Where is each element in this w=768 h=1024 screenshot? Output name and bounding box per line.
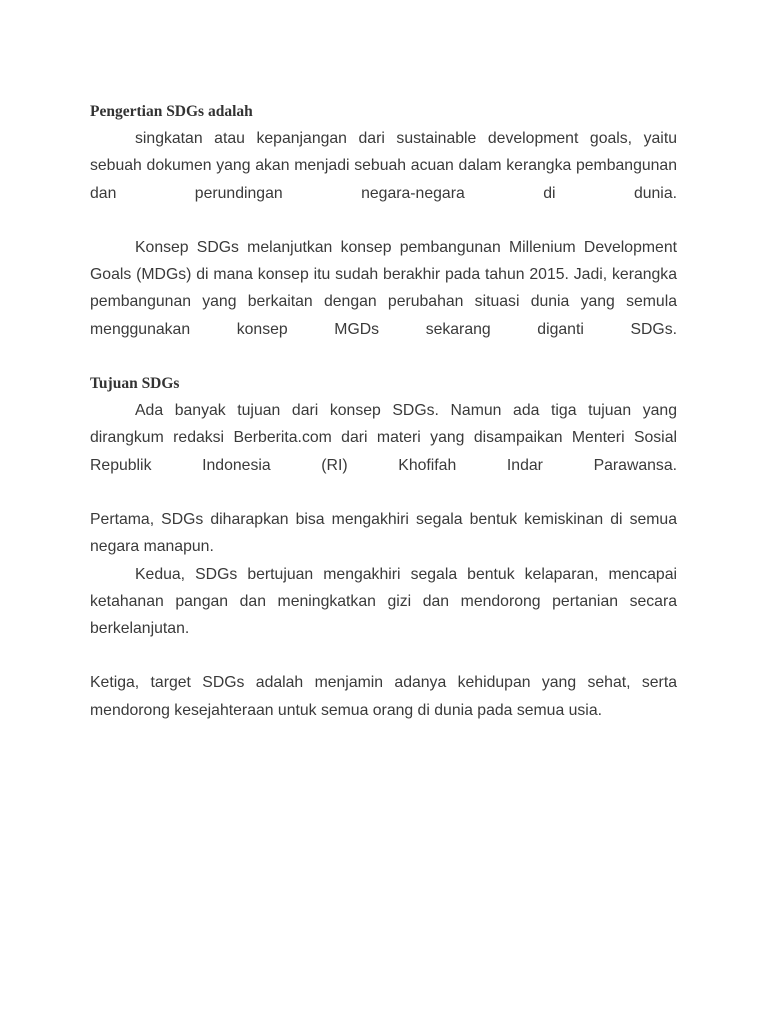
- paragraph-goal-third: Ketiga, target SDGs adalah menjamin adanya kehidupan yang sehat, serta mendorong kesejahteraan untuk semua orang di dunia pada semua usia.: [90, 674, 677, 719]
- section-heading-tujuan: Tujuan SDGs: [90, 375, 180, 393]
- paragraph-spacer: [90, 642, 677, 669]
- paragraph-goal-second: Kedua, SDGs bertujuan mengakhiri segala bentuk kelaparan, mencapai ketahanan pangan dan meningkatkan gizi dan mendorong pertanian secara berkelanjutan.: [90, 565, 677, 638]
- document-body: [90, 98, 677, 724]
- paragraph-spacer: [90, 343, 677, 370]
- paragraph-mdgs: Konsep SDGs melanjutkan konsep pembangunan Millenium Development Goals (MDGs) di mana konsep itu sudah berakhir pada tahun 2015. Jadi, kerangka pembangunan yang berkaitan dengan perubahan situasi dunia yang semula menggunakan konsep MGDs sekarang diganti SDGs.: [90, 238, 677, 338]
- paragraph-definition: singkatan atau kepanjangan dari sustainable development goals, yaitu sebuah dokumen yang akan menjadi sebuah acuan dalam kerangka pembangunan dan perundingan negara-negara di dunia.: [90, 130, 677, 202]
- paragraph-spacer: [90, 479, 677, 506]
- section-heading-pengertian: Pengertian SDGs adalah: [90, 103, 253, 120]
- paragraph-spacer: [90, 207, 677, 234]
- paragraph-goal-first: Pertama, SDGs diharapkan bisa mengakhiri segala bentuk kemiskinan di semua negara manapun.: [90, 510, 677, 556]
- paragraph-goals-intro: Ada banyak tujuan dari konsep SDGs. Namun ada tiga tujuan yang dirangkum redaksi Berberita.com dari materi yang disampaikan Menteri Sosial Republik Indonesia (RI) Khofifah Indar Parawansa.: [90, 402, 677, 474]
